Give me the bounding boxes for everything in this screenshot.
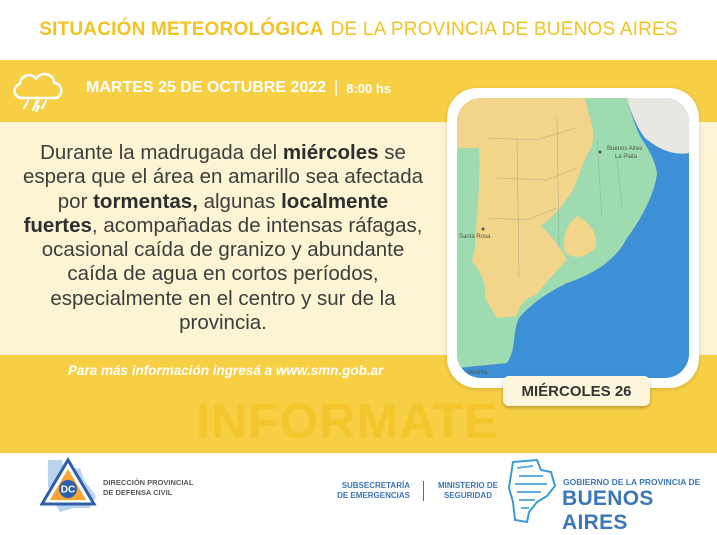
message-bold-part: tormentas, (93, 189, 198, 213)
dc-line: DE DEFENSA CIVIL (103, 488, 173, 497)
message-bold-part: miércoles (282, 141, 379, 164)
storm-cloud-icon (8, 64, 70, 116)
ministerio (433, 481, 503, 501)
city-dot (599, 151, 602, 154)
message-part: se espera que el área en amarillo sea afectada por (22, 141, 423, 213)
city-dot (482, 228, 485, 231)
dc-line: DIRECCIÓN PROVINCIAL (103, 478, 194, 487)
map-label-buenos-aires: Buenos Aires (607, 146, 643, 152)
dc-agency-name (103, 478, 193, 498)
map-day-label: MIÉRCOLES 26 (503, 376, 650, 406)
footer-divider (423, 481, 424, 501)
buenos-aires-province-logo (507, 458, 559, 524)
message-bold-part: localmente fuertes (23, 189, 389, 237)
subsec-line: DE EMERGENCIAS (337, 491, 410, 500)
header-title-rest: DE LA PROVINCIA DE BUENOS AIRES (330, 19, 678, 40)
date-line (86, 79, 391, 97)
footer (0, 453, 717, 534)
gobierno-line: GOBIERNO DE LA PROVINCIA DE (563, 477, 701, 487)
minist-line: MINISTERIO DE (437, 481, 498, 490)
subsecretaria (334, 481, 410, 501)
minist-line: SEGURIDAD (443, 491, 492, 500)
map-label-viedma: Viedma (467, 370, 488, 376)
header-title-bold: SITUACIÓN METEOROLÓGICA (39, 19, 324, 40)
message-part: Durante la madrugada del (40, 141, 283, 164)
province-map (457, 98, 689, 378)
map-card (447, 88, 699, 388)
forecast-message (20, 141, 426, 335)
more-info-link[interactable]: Para más información ingresá a www.smn.gob.ar (68, 363, 384, 378)
buenos-aires-line: BUENOS AIRES (562, 487, 654, 534)
defensa-civil-logo (40, 456, 102, 516)
informate-watermark: INFORMATE (196, 393, 499, 449)
map-label-la-plata: La Plata (615, 154, 638, 160)
report-date: MARTES 25 DE OCTUBRE 2022 (86, 79, 327, 96)
page-header (0, 0, 717, 60)
message-part: algunas (197, 189, 282, 213)
dc-badge-text: DC (60, 484, 76, 496)
report-time: 8:00 hs (346, 80, 392, 96)
map-label-santa-rosa: Santa Rosa (459, 234, 491, 240)
subsec-line: SUBSECRETARÍA (341, 481, 410, 490)
message-part: , acompañadas de intensas ráfagas, ocasional caída de granizo y abundante caída de agua en cortos períodos, especialmente en el centro y sur de la provincia. (41, 213, 423, 335)
date-separator: | (334, 79, 339, 96)
